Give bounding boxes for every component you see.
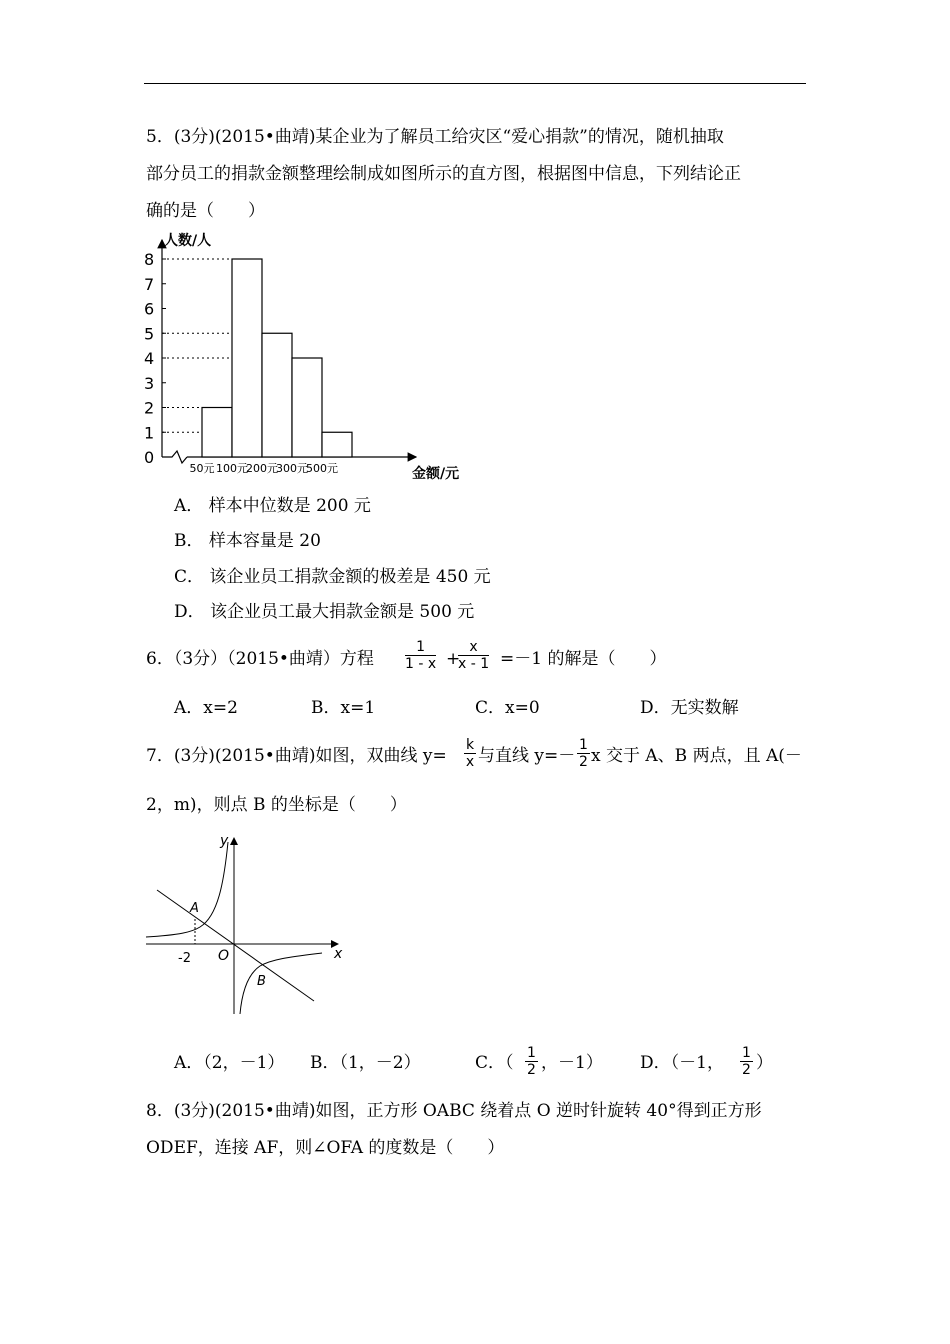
q7-fraction-half — [577, 737, 590, 770]
x-axis-label: 金额/元 — [412, 466, 460, 482]
graph-y-label: y — [220, 833, 229, 849]
histogram-bar — [202, 408, 232, 458]
x-tick-label: 50元 — [189, 462, 215, 475]
histogram-bar — [322, 432, 352, 457]
graph-x-label: x — [334, 946, 343, 962]
q7-frac-half-num: 1 — [579, 737, 588, 753]
q6-prefix: 6．（3分）（2015•曲靖）方程 — [146, 649, 374, 669]
q6-frac2-den: x - 1 — [458, 656, 490, 672]
q7-frac-k-num: k — [466, 737, 475, 753]
q7-option-d-post: ） — [756, 1053, 773, 1073]
x-tick-label: 300元 — [276, 462, 308, 475]
q6-plus: + — [446, 649, 461, 669]
hyperbola-branch-right — [240, 953, 322, 1014]
y-tick-label: 2 — [144, 398, 155, 418]
q7-option-c-post: ，－1） — [541, 1053, 603, 1073]
q6-suffix: =－1 的解是（ ） — [500, 649, 667, 669]
q6-option-b: B．x=1 — [311, 698, 376, 718]
q6-option-a: A．x=2 — [174, 698, 238, 718]
graph-point-a-label: A — [190, 901, 199, 916]
y-tick-label: 7 — [144, 274, 155, 294]
q6-frac1-num: 1 — [405, 639, 436, 656]
y-axis-label: 人数/人 — [164, 233, 212, 249]
q5-line3: 确的是（ ） — [146, 201, 265, 221]
histogram-bar — [232, 259, 262, 457]
q8-line2: ODEF，连接 AF，则∠OFA 的度数是（ ） — [146, 1138, 505, 1158]
q7-option-d-fraction — [740, 1045, 753, 1078]
q7-option-c-pre: C．（ — [475, 1053, 514, 1073]
q5-line1: 5．(3分)(2015•曲靖)某企业为了解员工给灾区“爱心捐款”的情况，随机抽取 — [146, 127, 724, 147]
x-tick-label: 200元 — [246, 462, 278, 475]
straight-line — [157, 890, 314, 1001]
graph-point-b-label: B — [257, 974, 266, 989]
histogram-bar — [262, 333, 292, 457]
q7-c-frac-num: 1 — [527, 1045, 536, 1061]
y-tick-label: 3 — [144, 373, 155, 393]
q7-option-b: B．（1，－2） — [310, 1053, 421, 1073]
q7-option-c-fraction — [525, 1045, 538, 1078]
graph-origin-label: O — [218, 948, 230, 964]
q6-frac1-den: 1 - x — [405, 656, 437, 672]
y-tick-label: 4 — [144, 349, 155, 368]
q6-option-c: C．x=0 — [475, 698, 540, 718]
graph-neg2-label: -2 — [178, 951, 191, 966]
q6-fraction-1 — [405, 639, 436, 672]
header-rule — [144, 83, 806, 84]
x-tick-label: 100元 — [216, 462, 248, 475]
q7-part1: 7．(3分)(2015•曲靖)如图，双曲线 y= — [146, 746, 447, 766]
q5-option-d: D． 该企业员工最大捐款金额是 500 元 — [174, 602, 475, 622]
q5-option-a: A． 样本中位数是 200 元 — [174, 496, 371, 516]
y-tick-label: 1 — [144, 423, 155, 443]
y-tick-label: 8 — [144, 250, 155, 269]
q5-option-c: C． 该企业员工捐款金额的极差是 450 元 — [174, 567, 491, 587]
y-tick-label: 6 — [144, 299, 155, 319]
q7-graph — [140, 832, 350, 1022]
q7-option-a: A．（2，－1） — [174, 1053, 285, 1073]
q6-frac2-num: x — [458, 639, 489, 656]
q7-frac-half-den: 2 — [579, 754, 588, 770]
q5-line2: 部分员工的捐款金额整理绘制成如图所示的直方图，根据图中信息，下列结论正 — [146, 164, 741, 184]
q7-option-d-pre: D．（－1， — [640, 1053, 724, 1073]
q5-option-b: B． 样本容量是 20 — [174, 531, 321, 551]
y-tick-label: 5 — [144, 324, 155, 344]
q7-line2: 2，m)，则点 B 的坐标是（ ） — [146, 795, 407, 815]
q7-d-frac-den: 2 — [742, 1062, 751, 1078]
histogram-bar — [292, 358, 322, 457]
q6-fraction-2 — [458, 639, 489, 672]
q6-option-d: D．无实数解 — [640, 698, 739, 718]
q7-part2: 与直线 y=－ — [478, 746, 576, 766]
y-tick-label: 0 — [144, 448, 155, 467]
q7-c-frac-den: 2 — [527, 1062, 536, 1078]
x-tick-label: 500元 — [306, 462, 338, 475]
q7-fraction-k — [464, 737, 476, 770]
q7-frac-k-den: x — [465, 754, 475, 770]
hyperbola-branch-left — [146, 842, 228, 937]
q8-line1: 8．(3分)(2015•曲靖)如图，正方形 OABC 绕着点 O 逆时针旋转 40°得到正方形 — [146, 1101, 762, 1121]
histogram-chart — [136, 232, 476, 487]
q7-part3: x 交于 A、B 两点，且 A(－ — [591, 746, 802, 766]
q7-d-frac-num: 1 — [742, 1045, 751, 1061]
